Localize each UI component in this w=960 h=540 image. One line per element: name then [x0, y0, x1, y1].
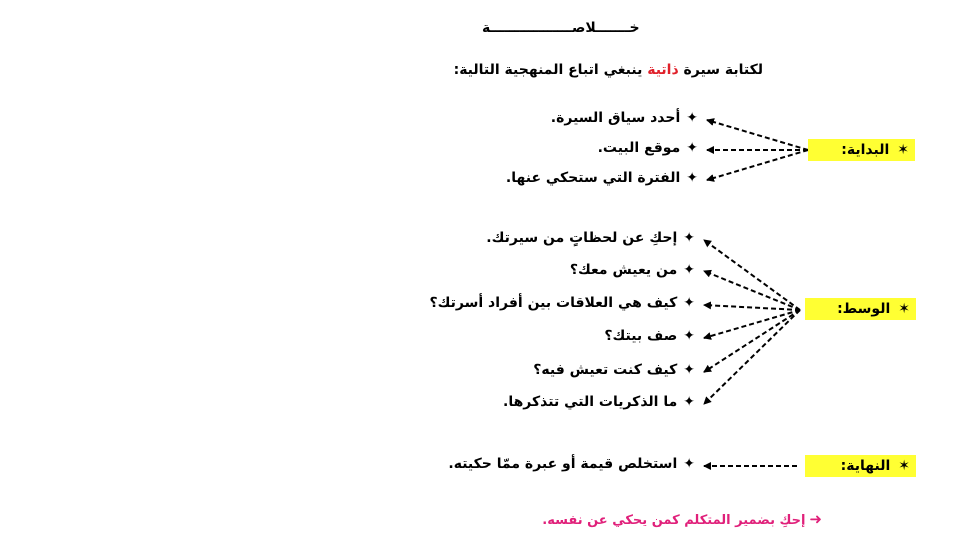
intro-before: لكتابة سيرة — [678, 62, 763, 78]
list-item: ✦الفترة التي ستحكي عنها. — [505, 170, 698, 186]
intro-highlight: ذاتية — [647, 62, 679, 78]
arrow-middle-1 — [704, 240, 800, 310]
list-item: ✦استخلص قيمة أو عبرة ممّا حكيته. — [448, 456, 695, 472]
four-point-star-icon: ✦ — [683, 295, 695, 311]
list-item: ✦ما الذكريات التي تتذكرها. — [503, 394, 695, 410]
intro-after: ينبغي اتباع المنهجية التالية: — [453, 62, 648, 78]
page-title: خـــــــلاصـــــــــــــــــة — [482, 20, 640, 36]
six-point-star-icon: ✶ — [897, 142, 909, 158]
four-point-star-icon: ✦ — [683, 262, 695, 278]
list-item: ✦كيف كنت تعيش فيه؟ — [533, 362, 695, 378]
section-label-end: ✶النهاية: — [805, 455, 916, 477]
arrow-middle-2 — [704, 271, 800, 310]
four-point-star-icon: ✦ — [686, 170, 698, 186]
four-point-star-icon: ✦ — [683, 394, 695, 410]
four-point-star-icon: ✦ — [683, 328, 695, 344]
note-line: ➜إحكِ بضمير المتكلم كمن يحكي عن نفسه. — [542, 510, 822, 528]
four-point-star-icon: ✦ — [683, 230, 695, 246]
six-point-star-icon: ✶ — [898, 301, 910, 317]
four-point-star-icon: ✦ — [683, 456, 695, 472]
list-item: ✦كيف هي العلاقات بين أفراد أسرتك؟ — [429, 295, 695, 311]
section-label-start: ✶البداية: — [808, 139, 915, 161]
arrow-middle-5 — [704, 310, 800, 372]
arrow-left-icon: ➜ — [809, 510, 822, 528]
list-item: ✦من يعيش معك؟ — [569, 262, 695, 278]
list-item: ✦أحدد سياق السيرة. — [550, 110, 698, 126]
arrow-middle-3 — [704, 305, 800, 310]
arrow-start-1 — [707, 120, 808, 150]
list-item: ✦موقع البيت. — [597, 140, 698, 156]
list-item: ✦إحكِ عن لحظاتٍ من سيرتك. — [486, 230, 695, 246]
four-point-star-icon: ✦ — [683, 362, 695, 378]
six-point-star-icon: ✶ — [898, 458, 910, 474]
section-label-middle: ✶الوسط: — [805, 298, 916, 320]
four-point-star-icon: ✦ — [686, 140, 698, 156]
four-point-star-icon: ✦ — [686, 110, 698, 126]
arrow-start-3 — [707, 150, 808, 180]
list-item: ✦صف بيتك؟ — [604, 328, 695, 344]
